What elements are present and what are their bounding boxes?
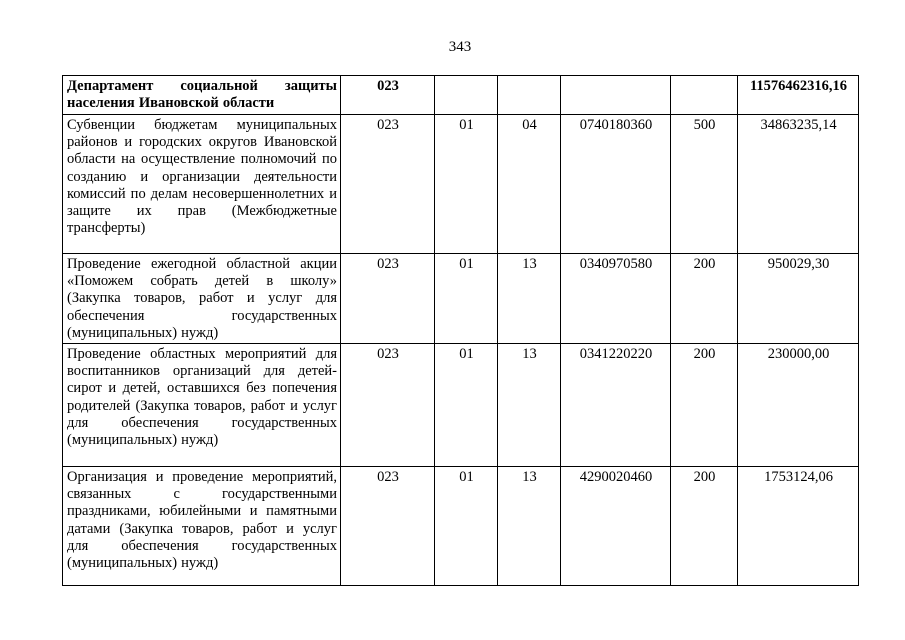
row-grbs-cell: 023 bbox=[341, 254, 435, 344]
row-target-article-cell: 4290020460 bbox=[561, 467, 671, 586]
row-name-cell: Департамент социальной защиты населения Ивановской области bbox=[63, 76, 341, 115]
row-section-cell: 01 bbox=[435, 115, 498, 254]
row-section-cell: 01 bbox=[435, 344, 498, 467]
row-target-article-cell bbox=[561, 76, 671, 115]
row-amount-cell: 950029,30 bbox=[738, 254, 859, 344]
row-subsection-cell: 13 bbox=[498, 254, 561, 344]
row-section-cell bbox=[435, 76, 498, 115]
row-expense-type-cell: 200 bbox=[671, 254, 738, 344]
row-name-cell: Проведение ежегодной областной акции «Поможем собрать детей в школу» (Закупка товаров, работ и услуг для обеспечения государственных (муниципальных) нужд) bbox=[63, 254, 341, 344]
table-row bbox=[63, 344, 859, 467]
table-row bbox=[63, 115, 859, 254]
row-grbs-cell: 023 bbox=[341, 115, 435, 254]
row-subsection-cell: 13 bbox=[498, 344, 561, 467]
row-target-article-cell: 0341220220 bbox=[561, 344, 671, 467]
row-expense-type-cell: 200 bbox=[671, 344, 738, 467]
row-name-cell: Организация и проведение мероприятий, связанных с государственными праздниками, юбилейными и памятными датами (Закупка товаров, работ и услуг для обеспечения государственных (муниципальных) нужд) bbox=[63, 467, 341, 586]
row-amount-cell: 34863235,14 bbox=[738, 115, 859, 254]
row-expense-type-cell: 200 bbox=[671, 467, 738, 586]
row-expense-type-cell: 500 bbox=[671, 115, 738, 254]
row-section-cell: 01 bbox=[435, 467, 498, 586]
row-grbs-cell: 023 bbox=[341, 344, 435, 467]
table-row bbox=[63, 76, 859, 115]
row-grbs-cell: 023 bbox=[341, 76, 435, 115]
table-row bbox=[63, 254, 859, 344]
row-grbs-cell: 023 bbox=[341, 467, 435, 586]
row-expense-type-cell bbox=[671, 76, 738, 115]
row-amount-cell: 1753124,06 bbox=[738, 467, 859, 586]
page-number: 343 bbox=[448, 39, 472, 55]
row-amount-cell: 230000,00 bbox=[738, 344, 859, 467]
row-name-cell: Проведение областных мероприятий для воспитанников организаций для детей-сирот и детей, оставшихся без попечения родителей (Закупка товаров, работ и услуг для обеспечения государственных (муниципальных) нужд) bbox=[63, 344, 341, 467]
row-subsection-cell bbox=[498, 76, 561, 115]
row-subsection-cell: 04 bbox=[498, 115, 561, 254]
budget-table bbox=[62, 75, 859, 586]
table-row bbox=[63, 467, 859, 586]
row-target-article-cell: 0340970580 bbox=[561, 254, 671, 344]
row-section-cell: 01 bbox=[435, 254, 498, 344]
row-amount-cell: 11576462316,16 bbox=[738, 76, 859, 115]
row-name-cell: Субвенции бюджетам муниципальных районов и городских округов Ивановской области на осуществление полномочий по созданию и организации деятельности комиссий по делам несовершеннолетних и защите их прав (Межбюджетные трансферты) bbox=[63, 115, 341, 254]
row-target-article-cell: 0740180360 bbox=[561, 115, 671, 254]
row-subsection-cell: 13 bbox=[498, 467, 561, 586]
